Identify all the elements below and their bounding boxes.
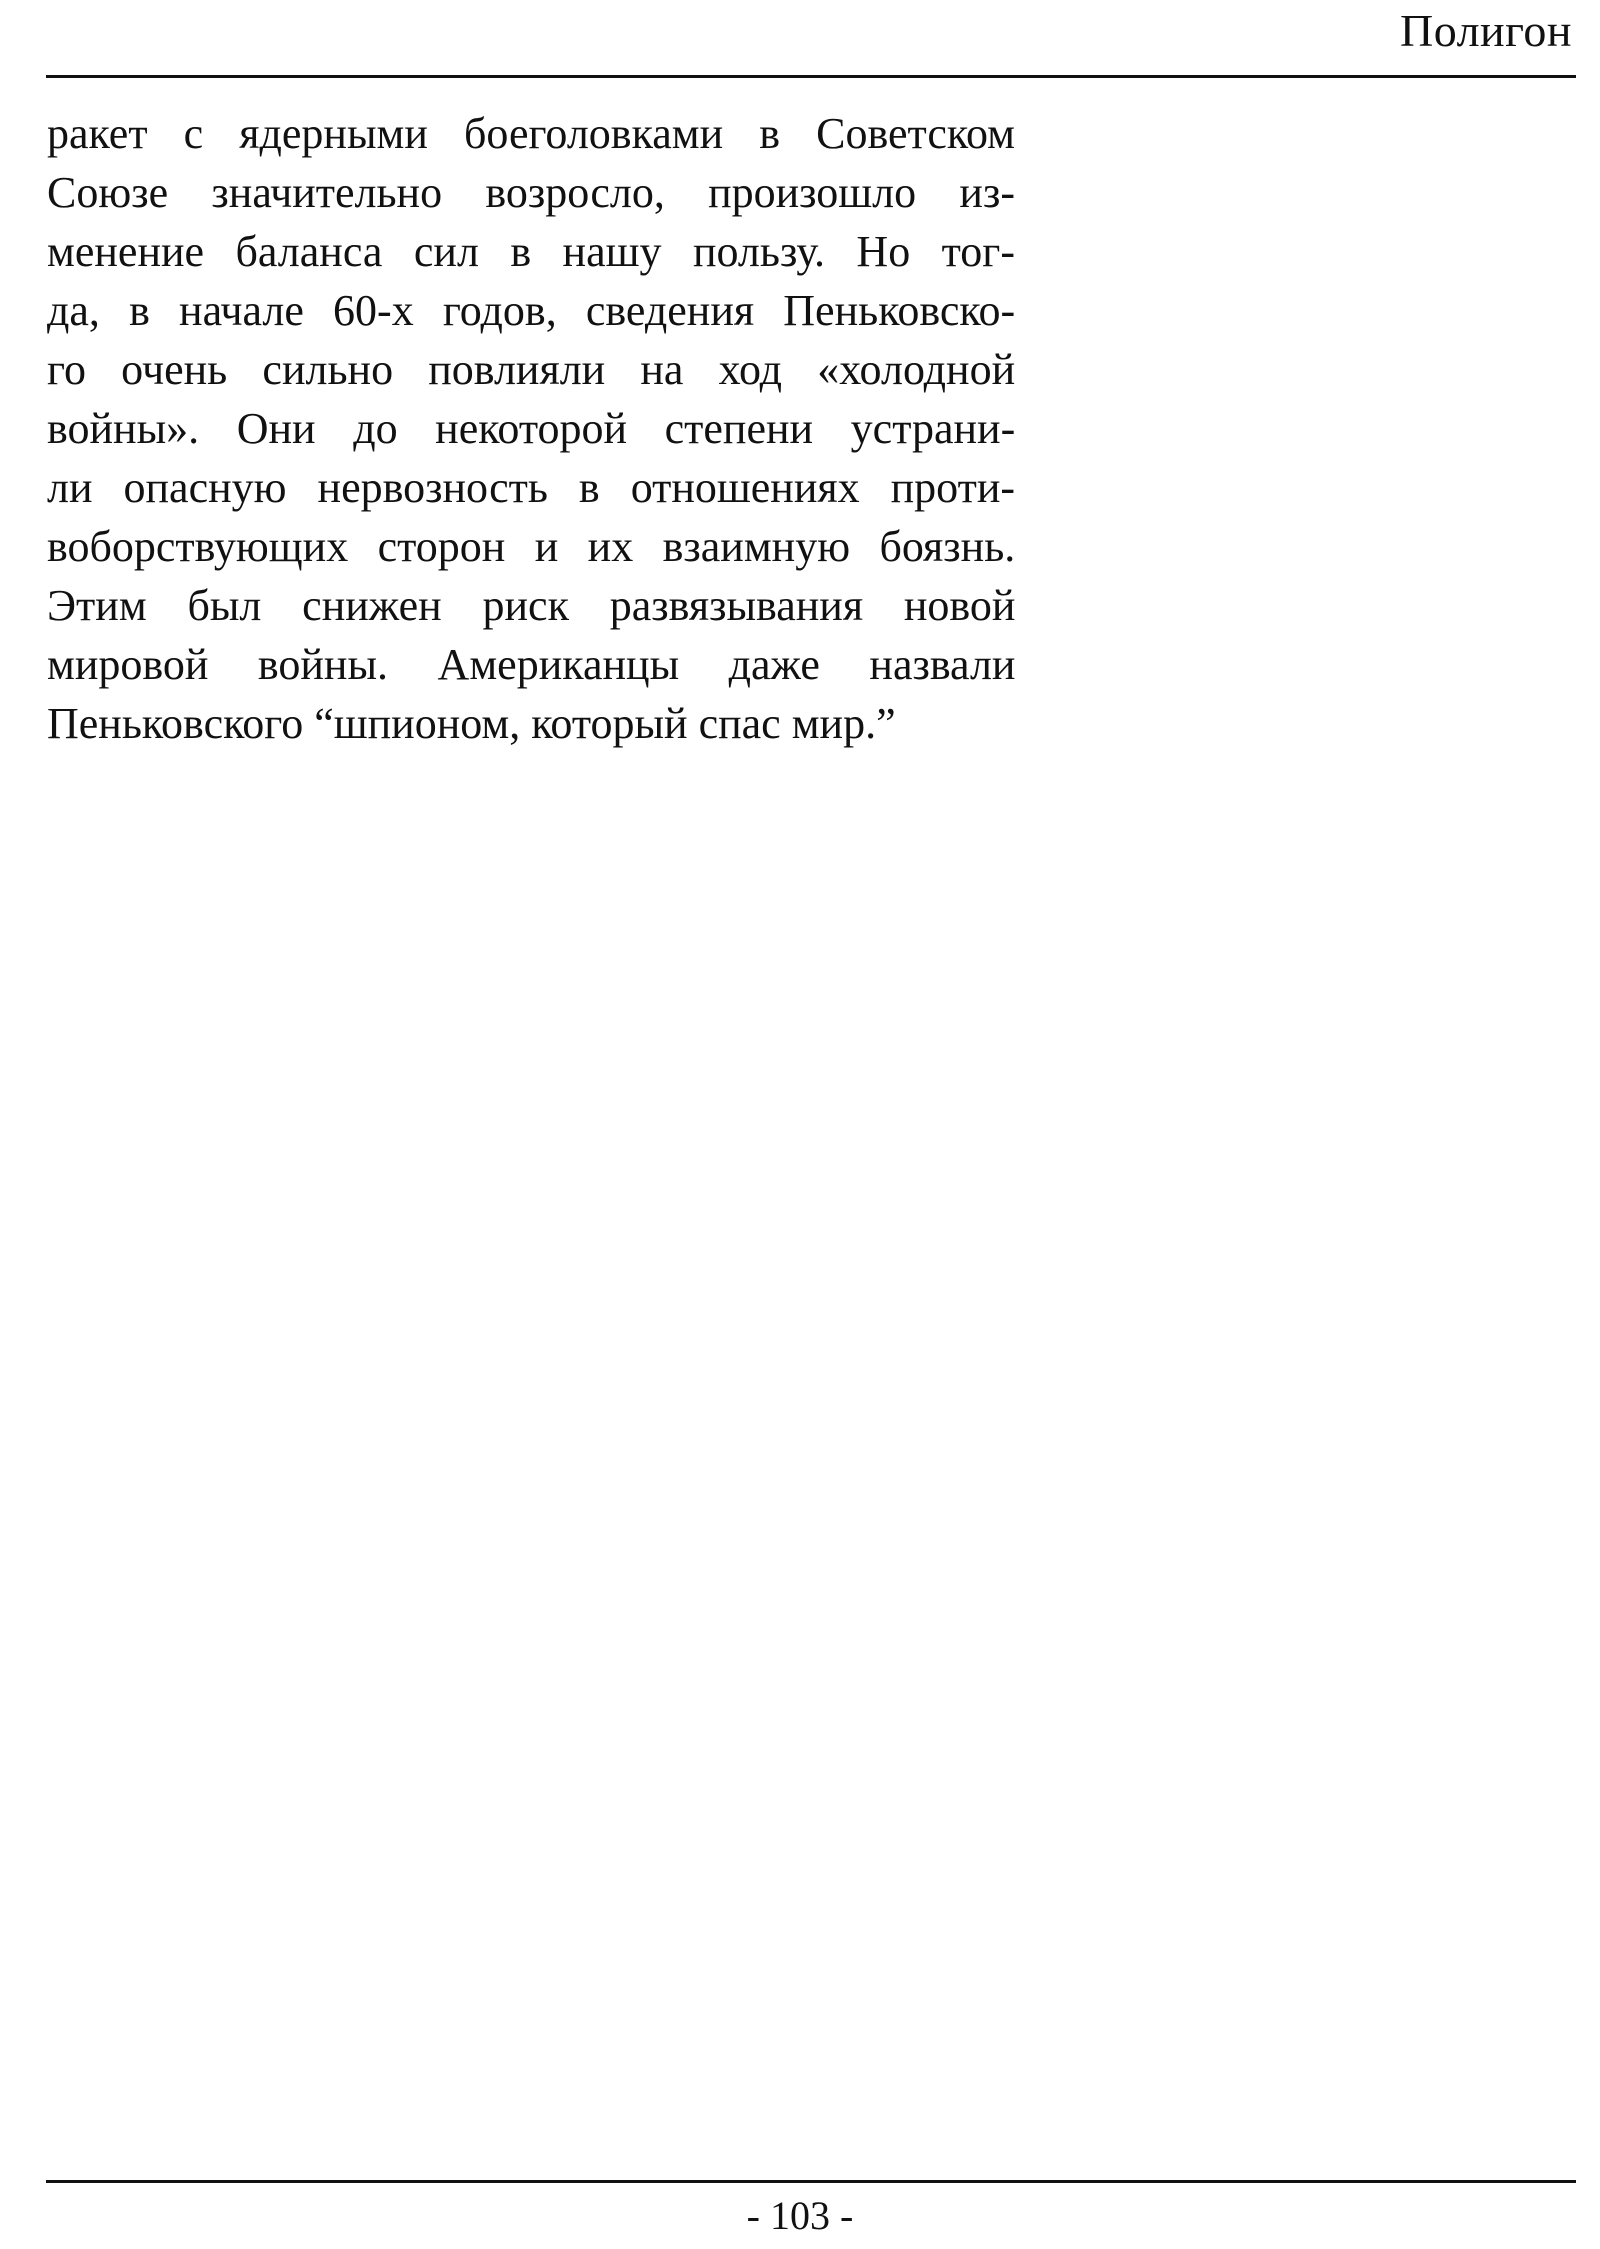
page-number: - 103 - <box>746 2193 854 2238</box>
text-line: воборствующих сторон и их взаимную боязнь. <box>47 522 1016 571</box>
footer-rule <box>46 2180 1576 2183</box>
text-line: ли опасную нервозность в отношениях проти- <box>47 463 1016 512</box>
text-line: Союзе значительно возросло, произошло из- <box>47 168 1015 217</box>
text-line: ракет с ядерными боеголовками в Советском <box>47 109 1015 158</box>
text-line: Пеньковского “шпионом, который спас мир.” <box>47 699 896 748</box>
text-line: войны». Они до некоторой степени устрани- <box>47 404 1016 453</box>
running-header: Полигон <box>1399 5 1572 56</box>
text-line: да, в начале 60-х годов, сведения Пеньковско- <box>47 286 1016 335</box>
header-rule <box>46 75 1576 78</box>
text-line: менение баланса сил в нашу пользу. Но тог- <box>47 227 1015 276</box>
text-line: Этим был снижен риск развязывания новой <box>47 581 1016 630</box>
text-line: го очень сильно повлияли на ход «холодной <box>47 345 1016 394</box>
text-line: мировой войны. Американцы даже назвали <box>47 640 1016 689</box>
body-paragraph <box>47 104 1015 753</box>
